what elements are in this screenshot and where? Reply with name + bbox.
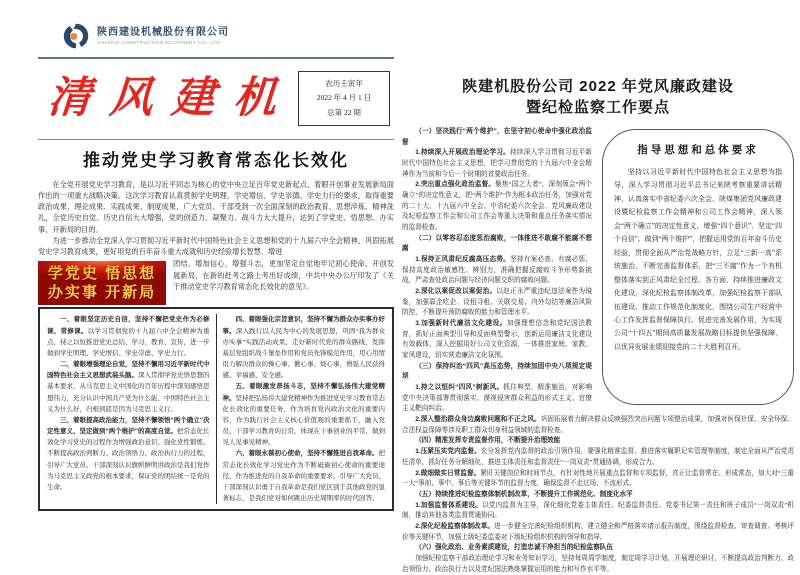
left-page [38, 14, 394, 511]
section-1-item-1-text: 持续深入学习贯彻习近平新时代中国特色社会主义思想，把学习贯彻党的十九届六中全会精神作为当前和今后一个时期的首要政治任务。 [402, 149, 593, 178]
right-article-body [402, 127, 794, 575]
six-points-box [38, 307, 394, 511]
section-3-item-2 [402, 415, 794, 436]
section-4-item-1-text: 充分发挥党内监督的政治引领作用，要强化精准监督、推进落实履职记实管理等制度，制定全面从严治党责任清单，抓好任务分解细化，推进主体责任和监督责任“一岗双责”贯通协调，形成合力。 [402, 448, 795, 466]
section-5-item-2-lead: 2.深化纪检监察体制改革。 [415, 522, 495, 530]
slogan-line-2: 办实事 开新局 [47, 284, 157, 302]
right-article-headline [402, 76, 794, 118]
section-3-item-1-text: 抓住典型、精准施治，对影响党中央决策部署贯彻落实、漠视侵害群众利益的形式主义、官僚主义靶向纠治。 [402, 384, 593, 413]
box-item-3-text: 把常态化长效化学习党史的过程作为增强政治意识、强化党性锻炼，不断提高政治判断力、政治领悟力、政治执行力的过程，引导广大党员、干部深刻认识旗帜鲜明讲政治是我们党作为马克思主义政党的根本要求，保证党的团结统一是党的生命。 [47, 428, 210, 491]
section-4-item-2-text: 紧盯关键岗位和时间节点，有针对性地开展重点监督和专项监督，真正让监督常在、形成常态，加大对“三重一大”事前、事中、事后等关键环节的监督力度，确保监督不走过场、不流形式。 [402, 469, 794, 488]
box-item-5-text: 坚持把弘扬伟大建党精神作为推进党史学习教育常态化长效化的重要任务，作为培育党内政治文化的重要内容，作为践行社会主义核心价值观的重要抓手，融入党员、干部学习教育的日常，体现在干事创业的平常，做到见人见事见精神。 [222, 394, 385, 447]
header-divider [38, 57, 394, 59]
section-6-item-1-text: 加强纪检监察干部政治理论学习和业务知识学习，坚持每周周学制度，制定周学习计划，开展理论研讨，不断提高政治判断力、政治领悟力、政治执行力以及党纪国法熟练掌握运用的能力和写作水平等。 [402, 554, 794, 573]
section-3-item-1-lead: 1.持之以恒纠“四风”树新风。 [415, 384, 504, 392]
section-6-heading: （六）强化政治、业务素质建设，打造忠诚干净担当的纪检监察队伍 [415, 544, 613, 552]
section-5-item-2 [402, 522, 794, 543]
issue-info-box [298, 71, 390, 126]
right-page [402, 76, 794, 575]
slogan-banner [38, 261, 166, 305]
box-item-3-title: 三、着眼提高政治能力，坚持不懈领悟“两个确立”决定性意义、坚定做到“两个维护”的高度自觉。 [47, 416, 210, 436]
company-name-en: SHAANXI CONSTRUCTION MACHINERY CO., LTD. [97, 40, 222, 45]
left-article-body [38, 180, 394, 512]
section-5-heading: （五）持续推进纪检监察体制机制改革，不断提升工作规范化、制度化水平 [415, 490, 633, 498]
box-item-2-title: 二、着眼增强理论自觉，坚持不懈用习近平新时代中国特色社会主义思想武装头脑。 [47, 361, 210, 380]
section-3-item-2-text: 巩固拓展着力解决群众反映强烈突出问题专项整治成果，加强对医保社保、安全环保、合法权益保障等涉及职工群众切身利益领域的监督检查。 [402, 416, 795, 434]
box-item-6-title: 六、着眼永葆初心使命，坚持不懈推进自我革命。 [235, 450, 379, 458]
section-2-item-1-text: 坚持有案必查、有腐必惩，保持高度政治敏感性、辨别力，准确把握反腐败斗争形势新挑战，严肃查处政治问题与经济问题交织的腐败问题。 [402, 256, 593, 285]
section-5-item-1-text: 以党内监督为主导，深化细化党委主体责任、纪委监督责任、党委书记第一责任和班子成员“一岗双责”机制，推动其他各类监督贯通协同。 [402, 501, 795, 520]
box-item-2 [47, 359, 210, 415]
section-2-item-2-lead: 2.深化以案促改以案促治。 [415, 288, 497, 296]
intro-paragraph-1: 在全党开展党史学习教育，是以习近平同志为核心的党中央立足百年党史新起点、着眼开创事业发展新局面作出的一项重大战略决策。这次学习教育认真贯彻学史明理、学史增信、学史崇德、学史力行的要求，取得重要政治成果、理论成果、实践成果、制度成果，广大党员、干部受到一次全面深刻的政治教育、思想淬炼、精神洗礼，全党历史自觉、历史自信大大增强，党的创造力、凝聚力、战斗力大大提升，达到了学党史、悟思想、办实事、开新局的目的。 [38, 180, 394, 234]
section-6-item-1 [402, 554, 794, 575]
box-item-1-title: 一、着眼坚定历史自信，坚持不懈把党史作为必修课、常修课。 [47, 316, 210, 335]
company-name-block [97, 27, 229, 45]
section-2-heading: （二）以零容忍态度惩治腐败，一体推进不敢腐不能腐不想腐 [402, 234, 592, 253]
box-item-2-text: 深入贯彻学党史悟思想的基本要求，从马克思主义中国化的百年历程中深刻感悟思想伟力，充分认识中国共产党为什么能、中国特色社会主义为什么好，归根到底是因为马克思主义行。 [47, 372, 210, 413]
section-2-item-3-text: 加强理想信念和党纪国法教育，抓好正面典型引导和反面典型警示，创新运用廉洁文化建设有效载体，深入挖掘用好公司文化资源，一体推进家庭、家教、家风建设，切实营造廉洁文化氛围。 [402, 320, 593, 360]
section-1-item-2-text: 聚焦“国之大者”，深刻领会“两个确立”的决定性意义，把“两个维护”作为根本政治任务，加强对党的二十大、十九届六中全会、中省纪委六次全会、党风廉政建设及纪检监察工作会和公司工作会等重大决策和重点任务落实情况的监督检查。 [402, 181, 593, 232]
box-item-4-title: 四、着眼强化宗旨意识，坚持不懈为群众办实事办好事。 [222, 316, 385, 335]
masthead-row [38, 71, 394, 126]
section-5-item-1-lead: 1.加强监督体系建设。 [415, 501, 483, 509]
intro-paragraph-2-lead: 为进一步推动全党深入学习贯彻习近平新时代中国特色社会主义思想和党的十九届六中全会精神，巩固拓展党史学习教育成果，更好用党的百年奋斗重大成就和历史经验增长智慧、增进 [38, 236, 394, 257]
section-2-item-1-lead: 1.保持正风肃纪反腐高压态势。 [415, 256, 511, 264]
slogan-line-1: 学党史 悟思想 [47, 264, 157, 282]
section-3-heading: （三）保持纠治“四风”高压态势，持续加固中央八项规定堤坝 [402, 362, 592, 381]
left-article-headline: 推动党史学习教育常态化长效化 [83, 150, 349, 170]
box-item-1 [47, 314, 210, 359]
section-2-item-3-lead: 3.加强新时代廉洁文化建设。 [415, 320, 507, 328]
section-5-item-1 [402, 501, 794, 522]
section-1-item-1-lead: 1.持续深入开展政治理论学习。 [415, 149, 511, 157]
box-item-5 [223, 381, 386, 448]
box-item-3 [47, 415, 210, 493]
masthead-divider [38, 139, 394, 140]
box-item-5-title: 五、着眼激发昂扬斗志，坚持不懈弘扬伟大建党精神。 [222, 383, 385, 402]
section-5-item-2-text: 进一步健全完善纪检组织机构，建立健全和严格落实请示报告制度，围绕监督检查、审查调查、考核评价等关键环节，加强上级纪委监委对下级纪检组织机构的领导和指导。 [402, 522, 795, 541]
section-4-item-2-lead: 2.做细做实日常监督。 [415, 469, 481, 477]
company-header [62, 18, 394, 54]
box-item-6-text: 把常态化长效化学习党史作为不断砥砺初心使命的重要途径，作为推进党的自我革命的重要要求，引导广大党员、干部深刻认识勇于自我革命是我们党区别于其他政党的显著标志，是我们党对如何跳出历史周期率的时代回答。 [222, 450, 385, 503]
box-item-6 [223, 448, 386, 504]
section-1-item-2-lead: 2.突出重点强化政治监督。 [415, 181, 496, 189]
lunar-year: 农历壬寅年 [325, 79, 363, 88]
issue-date: 2022 年 4 月 1 日 [316, 93, 372, 103]
issue-number: 总第 22 期 [327, 107, 361, 117]
newsletter-title: 清 风 建 机 [46, 74, 282, 122]
intro-paragraph-2-rest: 团结、增加信心、增强斗志，更加坚定自觉地牢记初心使命、开创发展新局，在新的赶考之路上考出好成绩，中共中央办公厅印发了《关于推动党史学习教育常态化长效化的意见》。 [173, 260, 394, 291]
section-3-item-2-lead: 2.深入整治群众身边腐败问题和不正之风。 [415, 416, 541, 424]
section-1-heading: （一）坚决践行“两个维护”，在坚守初心使命中强化政治监督 [402, 128, 592, 146]
banner-wrap-zone [38, 259, 394, 302]
company-logo-icon [62, 22, 90, 50]
guidance-box [602, 129, 794, 405]
right-headline-line-2: 暨纪检监察工作要点 [525, 99, 670, 116]
box-item-4 [223, 314, 386, 381]
company-name-cn: 陕西建设机械股份有限公司 [97, 27, 229, 38]
guidance-box-title: 指导思想和总体要求 [637, 144, 759, 156]
section-4-heading: （四）精准发挥专责监督作用，不断提升治理效能 [415, 437, 561, 445]
section-4-item-1-lead: 1.压紧压实党内监督。 [415, 448, 481, 456]
right-headline-line-1: 陕建机股份公司 2022 年党风廉政建设 [462, 78, 734, 95]
section-2-item-2-text: 以赵正永严重违纪违法案件为镜鉴，加强靠企吃企、设租寻租、关联交易、内外勾结等廉洁风险防控，不断提升预防腐败的能力和管理水平。 [402, 288, 593, 317]
box-item-1-text: 以学习贯彻党的十九届六中全会精神为重点，持之以恒推进党史总结、学习、教育、宣传，进一步做到学史明理、学史增信、学史崇德、学史力行。 [47, 327, 210, 357]
box-item-4-text: 深入践行以人民为中心的发展思想，巩固“我为群众办实事”实践活动成果，走好新时代党的群众路线，发挥基层党组织战斗堡垒作用和党员先锋模范作用，用心用情用力解决群众的操心事、揪心事、烦心事，增强人民获得感、幸福感、安全感。 [222, 327, 386, 380]
section-4-item-2 [402, 469, 794, 490]
guidance-box-text: 坚持以习近平新时代中国特色社会主义思想为指导，深入学习贯彻习近平总书记来陕考察重要讲话精神，认真落实中省纪委六次全会、陕煤集团党风廉政建设暨纪检监察工作会精神和公司工作会精神，深入领会“两个确立”的决定性意义，增强“四个意识”、坚定“四个自信”、做到“两个维护”，把握运用党的百年奋斗历史经验，贯彻全面从严治党战略方针，立足“三新一高”系统施治，不断完善监督体系，把“三不腐”作为一个有机整体落实到正风肃纪全过程、各方面，持续推进廉政文化建设，深化纪检监察体制改革，加强纪检监察干部队伍建设，推动工作规范化制度化，围绕公司生产经营中心工作发挥监督保障执行、促进完善发展作用，为实现公司“十四五”期间高质量发展战略目标提供坚强保障，以优异发展业绩迎接党的二十大胜利召开。 [614, 169, 782, 351]
section-4-item-1 [402, 447, 794, 468]
